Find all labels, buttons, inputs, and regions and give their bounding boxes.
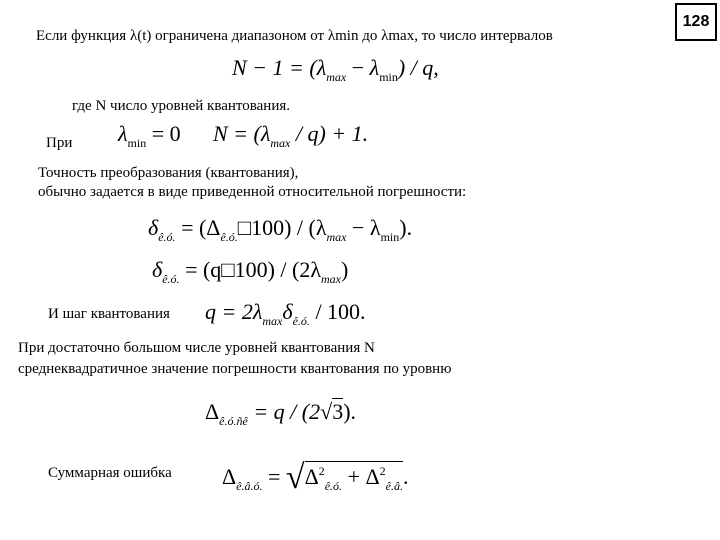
fs-sub-max: max (262, 314, 283, 328)
fd1-sub-min: min (380, 230, 400, 244)
fd1-end: ). (399, 215, 413, 240)
fr-sqrt-arg: 3 (332, 399, 344, 424)
formula-n-sub-min: min (379, 70, 398, 84)
formula-n-rhs: ) / q, (397, 55, 439, 80)
where-n-text: где N число уровней квантования. (72, 98, 290, 114)
total-label: Суммарная ошибка (48, 465, 172, 481)
fs-delta: δ (282, 299, 293, 324)
fd2-end: ) (341, 257, 349, 282)
formula-n-plus-1 (213, 121, 368, 156)
formula-n-lambda-2: λ (369, 55, 380, 80)
ft-sqrt-body (304, 461, 403, 493)
formula-lm-tail: / q) + 1. (290, 121, 369, 146)
fs-sub: ê.ó. (292, 314, 310, 328)
page-number-box (675, 3, 717, 41)
ft-sub-lhs: ê.â.ó. (236, 479, 263, 493)
formula-rms (205, 399, 356, 434)
large-n-line-2: среднеквадратичное значение погрешности квантования по уровню (18, 361, 452, 377)
fd1-sub-max: max (326, 230, 347, 244)
formula-n-lhs: N − 1 = ( (232, 55, 317, 80)
fd2-delta: δ (152, 257, 163, 282)
accuracy-line-2: обычно задается в виде приведенной относительной погрешности: (38, 184, 467, 200)
ft-delta: Δ (222, 464, 237, 489)
fd1-eq: = (Δ (175, 215, 221, 240)
fs-end: / 100. (309, 299, 366, 324)
intro-text: Если функция λ(t) ограничена диапазоном от λmin до λmax, то число интервалов (36, 28, 553, 44)
ft-term1-sub: ê.ó. (324, 479, 343, 493)
ft-term2-sub: ê.â. (385, 479, 403, 493)
formula-delta-1 (148, 215, 412, 250)
formula-n-minus: − (346, 55, 370, 80)
pri-label: При (46, 135, 73, 151)
formula-lm-lambda-2: λ (260, 121, 271, 146)
fr-end: ). (343, 399, 357, 424)
fr-eq: = q / (2 (247, 399, 321, 424)
step-label: И шаг квантования (48, 306, 170, 322)
fr-sub: ê.ó.ñê (219, 414, 248, 428)
accuracy-line-1: Точность преобразования (квантования), (38, 165, 299, 181)
formula-total (222, 458, 408, 499)
fd2-sub-max: max (321, 272, 342, 286)
formula-n-minus-1 (232, 55, 439, 90)
ft-end: . (402, 464, 409, 489)
fd1-mid: □100) / (λ (237, 215, 327, 240)
fd1-sub-2: ê.ó. (220, 230, 238, 244)
ft-delta-2: Δ (304, 464, 319, 489)
ft-sup-1: 2 (318, 464, 325, 478)
formula-lm-sub-min: min (127, 136, 147, 150)
formula-lm-eq: = 0 (146, 121, 181, 146)
formula-step (205, 299, 366, 334)
ft-sup-2: 2 (379, 464, 386, 478)
formula-lambda-min (118, 121, 181, 156)
formula-delta-2 (152, 257, 348, 292)
ft-sqrt-sign: √ (285, 459, 305, 496)
ft-plus: + Δ (342, 464, 380, 489)
formula-lm-lambda: λ (118, 121, 128, 146)
large-n-line-1: При достаточно большом числе уровней квантования N (18, 340, 375, 356)
page-number: 128 (682, 13, 710, 30)
fr-delta: Δ (205, 399, 220, 424)
fd1-sub: ê.ó. (158, 230, 176, 244)
fd1-minus: − λ (346, 215, 381, 240)
formula-lm-n-expr: N = ( (213, 121, 261, 146)
ft-eq: = (262, 464, 286, 489)
fr-sqrt-sign: √ (320, 399, 333, 424)
fd2-sub: ê.ó. (162, 272, 180, 286)
formula-n-sub-max: max (326, 70, 347, 84)
fs-lhs: q = 2λ (205, 299, 263, 324)
fd1-delta: δ (148, 215, 159, 240)
formula-lm-sub-max: max (270, 136, 291, 150)
formula-n-lambda-1: λ (316, 55, 327, 80)
fd2-eq: = (q□100) / (2λ (179, 257, 322, 282)
